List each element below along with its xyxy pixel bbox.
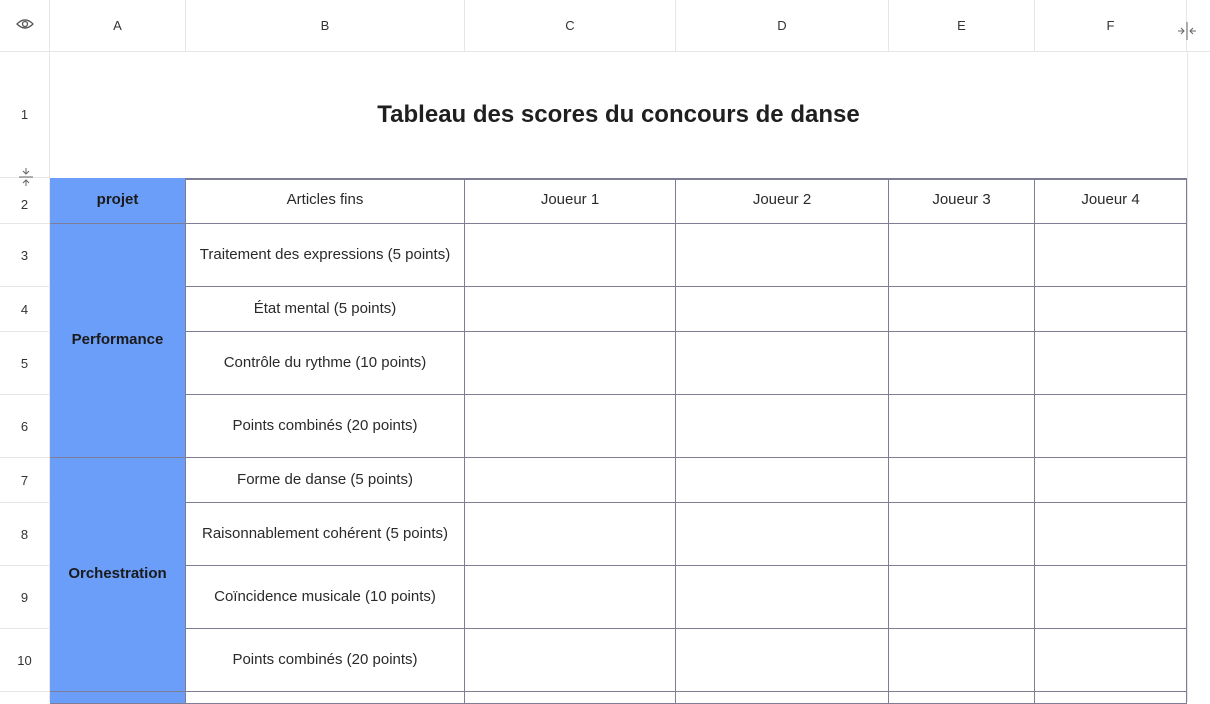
column-header-f[interactable]: F	[1035, 0, 1187, 52]
row-number: 2	[20, 197, 29, 212]
score-cell[interactable]	[889, 629, 1035, 692]
score-cell[interactable]	[465, 566, 676, 629]
header-project[interactable]: projet	[50, 178, 186, 224]
row-header-3[interactable]: 3	[0, 224, 50, 287]
item-cell[interactable]: Traitement des expressions (5 points)	[186, 224, 465, 287]
corner-cell[interactable]	[0, 0, 50, 52]
score-cell[interactable]	[676, 395, 889, 458]
row-header-filler	[0, 692, 50, 702]
row-header-10[interactable]: 10	[0, 629, 50, 692]
score-cell[interactable]	[676, 503, 889, 566]
score-cell[interactable]	[1035, 395, 1187, 458]
item-cell[interactable]: Raisonnablement cohérent (5 points)	[186, 503, 465, 566]
column-header-c[interactable]: C	[465, 0, 676, 52]
column-resize-icon[interactable]	[1176, 20, 1198, 47]
score-cell[interactable]	[676, 287, 889, 332]
score-cell[interactable]	[889, 692, 1035, 704]
column-header-d[interactable]: D	[676, 0, 889, 52]
row-header-7[interactable]: 7	[0, 458, 50, 503]
score-cell[interactable]	[889, 566, 1035, 629]
group-next[interactable]	[50, 692, 186, 704]
item-cell[interactable]: Points combinés (20 points)	[186, 629, 465, 692]
score-cell[interactable]	[1035, 566, 1187, 629]
score-cell[interactable]	[676, 629, 889, 692]
score-cell[interactable]	[465, 692, 676, 704]
score-cell[interactable]	[889, 287, 1035, 332]
header-player-2[interactable]: Joueur 2	[676, 178, 889, 224]
score-cell[interactable]	[465, 629, 676, 692]
header-player-3[interactable]: Joueur 3	[889, 178, 1035, 224]
row-header-8[interactable]: 8	[0, 503, 50, 566]
header-player-4[interactable]: Joueur 4	[1035, 178, 1187, 224]
score-cell[interactable]	[1035, 503, 1187, 566]
score-cell[interactable]	[889, 395, 1035, 458]
eye-icon[interactable]	[16, 18, 34, 33]
score-cell[interactable]	[465, 224, 676, 287]
score-cell[interactable]	[889, 503, 1035, 566]
item-cell[interactable]: Points combinés (20 points)	[186, 395, 465, 458]
item-cell[interactable]: État mental (5 points)	[186, 287, 465, 332]
score-cell[interactable]	[465, 332, 676, 395]
item-cell[interactable]: Contrôle du rythme (10 points)	[186, 332, 465, 395]
sheet-title[interactable]: Tableau des scores du concours de danse	[50, 52, 1188, 178]
column-header-e[interactable]: E	[889, 0, 1035, 52]
score-cell[interactable]	[1035, 629, 1187, 692]
score-cell[interactable]	[889, 458, 1035, 503]
score-cell[interactable]	[1035, 692, 1187, 704]
score-cell[interactable]	[676, 692, 889, 704]
header-player-1[interactable]: Joueur 1	[465, 178, 676, 224]
item-cell[interactable]: Coïncidence musicale (10 points)	[186, 566, 465, 629]
row-header-1[interactable]: 1	[0, 52, 50, 178]
score-cell[interactable]	[1035, 458, 1187, 503]
score-cell[interactable]	[465, 287, 676, 332]
item-cell[interactable]: Forme de danse (5 points)	[186, 458, 465, 503]
filler-column	[1187, 52, 1210, 702]
row-resize-icon[interactable]	[18, 166, 34, 193]
score-cell[interactable]	[676, 458, 889, 503]
score-cell[interactable]	[465, 503, 676, 566]
row-header-9[interactable]: 9	[0, 566, 50, 629]
column-header-a[interactable]: A	[50, 0, 186, 52]
row-header-4[interactable]: 4	[0, 287, 50, 332]
item-cell[interactable]	[186, 692, 465, 704]
score-cell[interactable]	[676, 224, 889, 287]
score-cell[interactable]	[676, 332, 889, 395]
score-cell[interactable]	[1035, 332, 1187, 395]
score-cell[interactable]	[465, 395, 676, 458]
score-cell[interactable]	[1035, 287, 1187, 332]
score-cell[interactable]	[1035, 224, 1187, 287]
score-cell[interactable]	[889, 224, 1035, 287]
group-orchestration[interactable]: Orchestration	[50, 458, 186, 692]
score-cell[interactable]	[465, 458, 676, 503]
column-header-b[interactable]: B	[186, 0, 465, 52]
group-performance[interactable]: Performance	[50, 224, 186, 458]
score-cell[interactable]	[676, 566, 889, 629]
row-header-6[interactable]: 6	[0, 395, 50, 458]
score-cell[interactable]	[889, 332, 1035, 395]
header-items[interactable]: Articles fins	[186, 178, 465, 224]
row-header-5[interactable]: 5	[0, 332, 50, 395]
